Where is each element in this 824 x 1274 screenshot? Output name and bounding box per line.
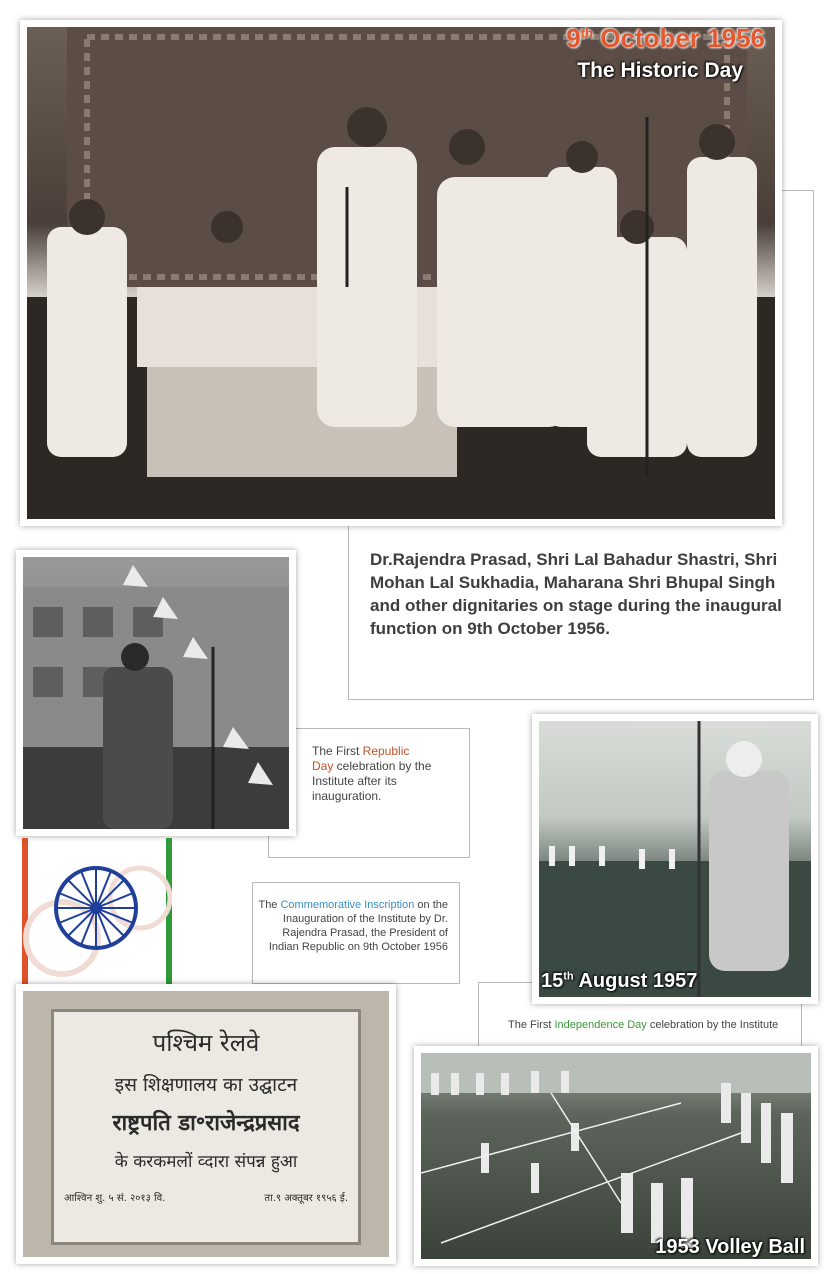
main-date-title: 9th October 1956 — [566, 27, 765, 53]
main-caption: Dr.Rajendra Prasad, Shri Lal Bahadur Shastri, Shri Mohan Lal Sukhadia, Maharana Shri Bhupal Singh and other dignitaries on stage during the inaugural function on 9th October 1956. — [370, 550, 782, 638]
republic-scene-illustration — [23, 557, 289, 829]
stage-scene-illustration — [27, 27, 775, 519]
independence-date-title: 15th August 1957 — [541, 970, 698, 992]
indian-flag-emblem — [22, 838, 172, 986]
inscription-footer-right: ता.९ अक्तूबर १९५६ ई. — [264, 1193, 348, 1204]
volleyball-label: 1953 Volley Ball — [655, 1236, 805, 1258]
volleyball-photo — [414, 1046, 818, 1266]
independence-day-photo — [532, 714, 818, 1004]
inscription-footer-left: आश्विन शु. ५ सं. २०१३ वि. — [64, 1193, 166, 1204]
inscription-line-3: राष्ट्रपति डा॰राजेन्द्रप्रसाद — [112, 1111, 300, 1136]
inscription-line-1: पश्चिम रेलवे — [152, 1029, 260, 1057]
independence-scene-illustration — [539, 721, 811, 997]
republic-day-caption: The First Republic Day celebration by the Institute after its inauguration. — [312, 744, 432, 803]
inscription-caption: The Commemorative Inscription on the Inauguration of the Institute by Dr. Rajendra Prasad, the President of Indian Republic on 9th October 1956 — [258, 899, 448, 953]
independence-caption: The First Independence Day celebration by the Institute — [508, 1019, 779, 1031]
inscription-line-2: इस शिक्षणालय का उद्घाटन — [114, 1074, 298, 1096]
inscription-photo — [16, 984, 396, 1264]
republic-day-photo — [16, 550, 296, 836]
main-subtitle: The Historic Day — [577, 59, 743, 82]
inscription-line-4: के करकमलों व्दारा संपन्न हुआ — [114, 1152, 298, 1172]
volleyball-scene-illustration — [421, 1053, 811, 1259]
inscription-stone — [51, 1009, 361, 1245]
ashoka-chakra-icon — [22, 838, 172, 986]
main-photo — [20, 20, 782, 526]
